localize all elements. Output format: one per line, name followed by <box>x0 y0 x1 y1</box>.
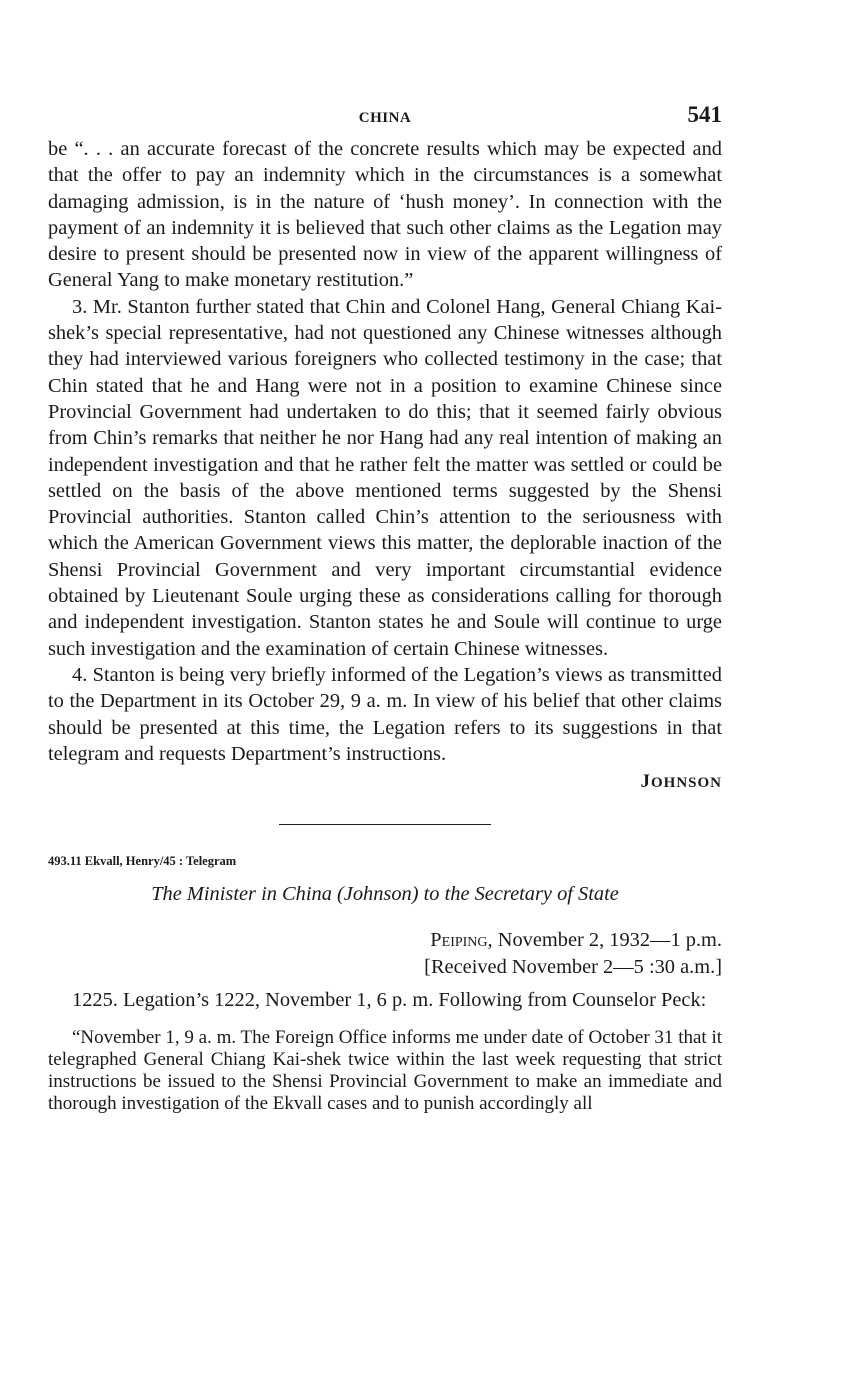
page-number: 541 <box>687 102 722 127</box>
page-header <box>48 100 722 136</box>
dateline-place: Peiping <box>430 929 488 952</box>
signature <box>48 771 722 794</box>
signature-rest: OHNSON <box>650 775 722 792</box>
dateline-sent <box>48 927 722 954</box>
running-title: CHINA <box>358 110 412 126</box>
paragraph-1225: 1225. Legation’s 1222, November 1, 6 p. m. Following from Counselor Peck: <box>72 989 707 1012</box>
document-title: The Minister in China (Johnson) to the Secretary of State <box>151 883 619 906</box>
file-reference: 493.11 Ekvall, Henry/45 : Telegram <box>48 854 237 869</box>
paragraph-intro: be “. . . an accurate forecast of the concrete results which may be expected and that the offer to pay an indemnity which in the circumstances is a somewhat damaging admission, is in the nature of ‘hush money’. In connection with the payment of an indemnity it is believed that such other claims as the Legation may desire to present should be presented now in view of the apparent willingness of General Yang to make monetary restitution.” <box>48 138 722 292</box>
dateline-date: , November 2, 1932—1 p.m. <box>487 929 722 952</box>
section-divider <box>279 824 491 825</box>
paragraph-4: 4. Stanton is being very briefly informed of the Legation’s views as transmitted to the Department in its October 29, 9 a. m. In view of his belief that other claims should be presented at this time, the Legation refers to its suggestions in that telegram and requests Department’s instructions. <box>48 663 722 765</box>
dateline <box>48 927 722 981</box>
signature-initial: J <box>640 771 651 793</box>
dateline-received: [Received November 2—5 :30 a.m.] <box>424 956 722 979</box>
document-page <box>48 100 722 1134</box>
paragraph-3: 3. Mr. Stanton further stated that Chin and Colonel Hang, General Chiang Kai-shek’s special representative, had not questioned any Chinese witnesses although they had interviewed various foreigners who collected testimony in the case; that Chin stated that he and Hang were not in a position to examine Chinese since Provincial Government had undertaken to do this; that it seemed fairly obvious from Chin’s remarks that neither he nor Hang had any real intention of making an independent investigation and that he rather felt the matter was settled or could be settled on the basis of the above mentioned terms suggested by the Shensi Provincial authorities. Stanton called Chin’s attention to the seriousness with which the American Government views this matter, the deplorable inaction of the Shensi Provincial Government and very important circumstantial evidence obtained by Lieutenant Soule urging these as considerations calling for thorough and independent investigation. Stanton states he and Soule will continue to urge such investigation and the examination of certain Chinese witnesses. <box>48 295 722 660</box>
quoted-message: “November 1, 9 a. m. The Foreign Office informs me under date of October 31 that it telegraphed General Chiang Kai-shek twice within the last week requesting that strict instructions be issued to the Shensi Provincial Government to make an immediate and thorough investigation of the Ekvall cases and to punish accordingly all <box>48 1027 722 1115</box>
